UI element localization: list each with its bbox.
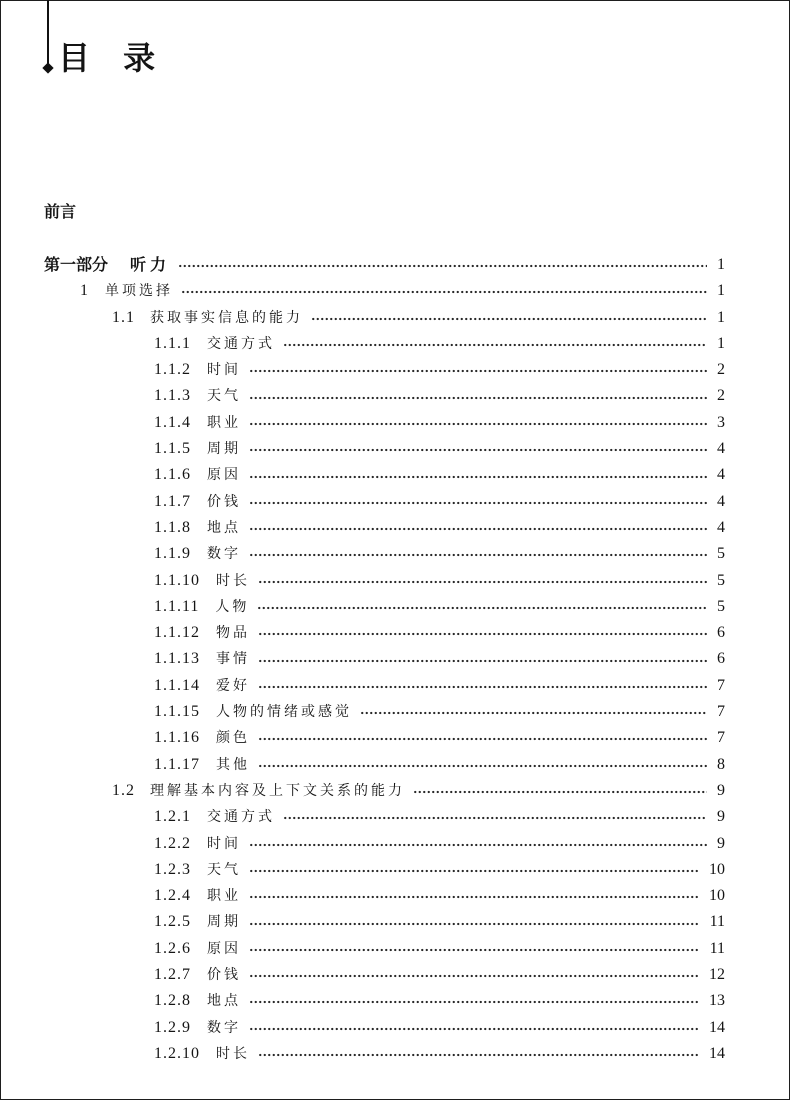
entry-number: 1.2	[112, 781, 135, 799]
dot-leader	[249, 948, 700, 952]
entry-page-number: 10	[709, 860, 725, 878]
entry-title: 原因	[207, 940, 241, 957]
entry-title: 周期	[207, 441, 241, 458]
dot-leader	[249, 1027, 699, 1031]
toc-entry	[44, 804, 725, 830]
entry-number: 1.2.5	[154, 913, 191, 931]
entry-title: 理解基本内容及上下文关系的能力	[150, 782, 405, 799]
toc-entry	[44, 489, 725, 515]
dot-leader	[249, 369, 707, 373]
toc-entry	[44, 568, 725, 594]
entry-title: 交通方式	[207, 809, 275, 826]
entry-page-number: 2	[717, 387, 725, 405]
entry-number: 1.1.13	[154, 650, 200, 668]
entry-page-number: 4	[717, 440, 725, 458]
toc-entry	[44, 462, 725, 488]
toc-entry	[44, 331, 725, 357]
dot-leader	[249, 1000, 699, 1004]
vertical-rule	[47, 0, 49, 64]
entry-title: 时长	[216, 572, 250, 589]
entry-page-number: 5	[717, 545, 725, 563]
entry-number: 1.1.15	[154, 703, 200, 721]
entry-page-number: 11	[709, 939, 725, 957]
toc-entry	[44, 857, 725, 883]
toc-entry	[44, 673, 725, 699]
toc-entry	[44, 778, 725, 804]
dot-leader	[249, 922, 700, 926]
dot-leader	[249, 527, 707, 531]
entry-title: 获取事实信息的能力	[150, 309, 303, 326]
entry-title: 爱好	[216, 677, 250, 694]
entry-page-number: 4	[717, 518, 725, 536]
entry-title: 人物	[215, 598, 250, 615]
entry-number: 1.1.7	[154, 492, 191, 510]
entry-title: 数字	[207, 546, 241, 563]
entry-page-number: 4	[717, 492, 725, 510]
dot-leader	[249, 895, 699, 899]
entry-title: 时间	[207, 362, 241, 379]
entry-title: 听力	[130, 255, 171, 274]
dot-leader	[249, 396, 707, 400]
entry-title: 价钱	[207, 967, 241, 984]
toc-entry	[44, 620, 725, 646]
entry-title: 交通方式	[207, 335, 275, 352]
entry-number: 1.2.9	[154, 1018, 191, 1036]
dot-leader	[258, 1053, 699, 1057]
entry-title: 价钱	[207, 493, 241, 510]
entry-title: 颜色	[216, 730, 250, 747]
entry-number: 1.1.17	[154, 755, 200, 773]
toc-entry	[44, 541, 725, 567]
entry-page-number: 1	[717, 256, 725, 273]
entry-number: 1.1.5	[154, 440, 191, 458]
entry-page-number: 9	[717, 834, 725, 852]
toc-entry	[44, 436, 725, 462]
dot-leader	[258, 764, 707, 768]
toc-entry	[44, 410, 725, 436]
toc-entry	[44, 357, 725, 383]
entry-page-number: 1	[717, 334, 725, 352]
entry-title: 原因	[207, 467, 241, 484]
entry-page-number: 12	[709, 966, 725, 984]
entry-title: 时间	[207, 835, 241, 852]
dot-leader	[249, 974, 699, 978]
toc-entry	[44, 383, 725, 409]
toc-entry	[44, 883, 725, 909]
entry-title: 周期	[207, 914, 241, 931]
toc-entry	[44, 909, 725, 935]
toc-entry	[44, 1041, 725, 1067]
entry-page-number: 14	[709, 1018, 725, 1036]
entry-page-number: 1	[717, 282, 725, 300]
dot-leader	[178, 264, 707, 268]
entry-number: 1.2.2	[154, 834, 191, 852]
entry-number: 1.1.9	[154, 545, 191, 563]
entry-number: 1.2.6	[154, 939, 191, 957]
entry-page-number: 8	[717, 755, 725, 773]
dot-leader	[283, 343, 707, 347]
dot-leader	[181, 290, 707, 294]
entry-title: 职业	[207, 888, 241, 905]
page-title: 目 录	[58, 39, 167, 77]
toc-entry	[44, 936, 725, 962]
entry-number: 1	[80, 282, 89, 300]
dot-leader	[283, 816, 707, 820]
entry-title: 人物的情绪或感觉	[216, 704, 352, 721]
entry-number: 1.2.10	[154, 1044, 200, 1062]
dot-leader	[258, 737, 707, 741]
toc-entry	[44, 515, 725, 541]
dot-leader	[249, 553, 707, 557]
dot-leader	[311, 317, 707, 321]
entry-number: 1.2.7	[154, 966, 191, 984]
dot-leader	[258, 632, 707, 636]
entry-page-number: 7	[717, 676, 725, 694]
entry-page-number: 1	[717, 308, 725, 326]
toc-entry	[44, 988, 725, 1014]
entry-title: 职业	[207, 414, 241, 431]
toc-entry	[44, 305, 725, 331]
entry-page-number: 2	[717, 361, 725, 379]
entry-number: 1.1.14	[154, 676, 200, 694]
entry-number: 1.1.8	[154, 518, 191, 536]
dot-leader	[249, 501, 707, 505]
entry-page-number: 13	[709, 992, 725, 1010]
entry-page-number: 5	[717, 571, 725, 589]
entry-title: 天气	[207, 388, 241, 405]
entry-number: 1.2.1	[154, 808, 191, 826]
entry-page-number: 3	[717, 413, 725, 431]
entry-title: 单项选择	[105, 283, 173, 300]
entry-page-number: 10	[709, 887, 725, 905]
preface-entry: 前言	[44, 202, 77, 221]
dot-leader	[249, 448, 707, 452]
dot-leader	[258, 659, 707, 663]
entry-number: 1.1.6	[154, 466, 191, 484]
entry-number: 1.1	[112, 308, 135, 326]
dot-leader	[257, 606, 707, 610]
entry-title: 地点	[207, 519, 241, 536]
entry-title: 地点	[207, 993, 241, 1010]
toc-entry	[44, 1015, 725, 1041]
toc-entry	[44, 831, 725, 857]
entry-title: 物品	[216, 625, 250, 642]
entry-title: 数字	[207, 1019, 241, 1036]
entry-page-number: 7	[717, 703, 725, 721]
entry-title: 时长	[216, 1045, 250, 1062]
entry-number: 1.1.4	[154, 413, 191, 431]
entry-number: 1.1.16	[154, 729, 200, 747]
entry-number: 1.2.3	[154, 860, 191, 878]
entry-page-number: 9	[717, 781, 725, 799]
dot-leader	[360, 711, 707, 715]
entry-number: 1.1.3	[154, 387, 191, 405]
toc-entry	[44, 252, 725, 278]
entry-number: 1.1.2	[154, 361, 191, 379]
dot-leader	[413, 790, 707, 794]
entry-number: 1.1.12	[154, 624, 200, 642]
toc-entry	[44, 725, 725, 751]
toc-entry	[44, 278, 725, 304]
dot-leader	[258, 685, 707, 689]
entry-number: 第一部分	[44, 255, 109, 274]
toc-entry	[44, 699, 725, 725]
entry-page-number: 6	[717, 624, 725, 642]
entry-title: 事情	[216, 651, 250, 668]
entry-number: 1.1.10	[154, 571, 200, 589]
entry-page-number: 4	[717, 466, 725, 484]
toc-entry	[44, 962, 725, 988]
entry-number: 1.1.11	[154, 597, 200, 615]
entry-page-number: 5	[717, 597, 725, 615]
entry-page-number: 9	[717, 808, 725, 826]
dot-leader	[258, 580, 707, 584]
entry-number: 1.1.1	[154, 334, 191, 352]
toc-entry	[44, 646, 725, 672]
entry-number: 1.2.8	[154, 992, 191, 1010]
entry-page-number: 14	[709, 1044, 725, 1062]
entry-page-number: 11	[709, 913, 725, 931]
entry-number: 1.2.4	[154, 887, 191, 905]
toc-entry	[44, 752, 725, 778]
dot-leader	[249, 843, 707, 847]
entry-page-number: 6	[717, 650, 725, 668]
entry-title: 天气	[207, 861, 241, 878]
dot-leader	[249, 422, 707, 426]
entry-page-number: 7	[717, 729, 725, 747]
dot-leader	[249, 869, 699, 873]
toc-entry	[44, 594, 725, 620]
table-of-contents	[44, 252, 725, 1067]
dot-leader	[249, 475, 707, 479]
entry-title: 其他	[216, 756, 250, 773]
